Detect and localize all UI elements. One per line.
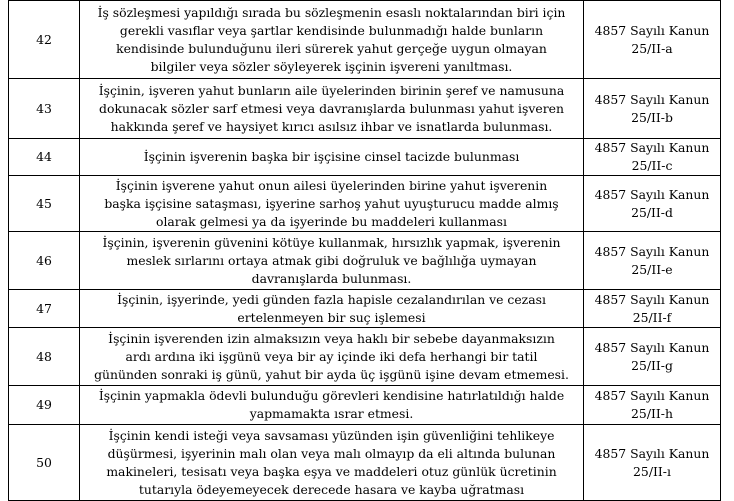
description-line: bilgiler veya sözler söyleyerek işçinin işvereni yanıltması. — [150, 58, 513, 74]
row-description — [80, 386, 584, 425]
law-name: 4857 Sayılı Kanun — [594, 388, 710, 403]
row-description — [80, 139, 584, 176]
law-article: 25/II-c — [631, 158, 673, 173]
row-description — [80, 79, 584, 139]
law-article: 25/II-b — [631, 109, 673, 125]
law-name: 4857 Sayılı Kanun — [594, 22, 710, 38]
row-law-reference — [584, 79, 721, 139]
law-article: 25/II-g — [631, 357, 673, 373]
table-row — [9, 79, 721, 139]
row-number: 48 — [9, 328, 80, 386]
description-line: gerekli vasıflar veya şartlar kendisinde bulunmadığı halde bunların — [119, 22, 544, 38]
description-line: olarak gelmesi ya da işyerinde bu maddeleri kullanması — [156, 213, 507, 229]
law-article: 25/II-d — [631, 204, 673, 220]
description-line: İşçinin işverene yahut onun ailesi üyelerinden birine yahut işverenin — [115, 177, 548, 193]
table-row — [9, 425, 721, 501]
description-line: hakkında şeref ve haysiyet kırıcı asılsız ihbar ve isnatlarda bulunması. — [110, 118, 553, 134]
row-description — [80, 290, 584, 328]
row-number: 49 — [9, 386, 80, 425]
description-line: düşürmesi, işyerinin malı olan veya malı olmayıp da eli altında bulunan — [107, 445, 556, 461]
description-line: İşçinin işverenin başka bir işçisine cinsel tacizde bulunması — [143, 149, 520, 164]
row-law-reference — [584, 386, 721, 425]
row-number: 47 — [9, 290, 80, 328]
row-description — [80, 328, 584, 386]
row-law-reference — [584, 425, 721, 501]
description-line: ertelenmeyen bir suç işlemesi — [237, 309, 426, 325]
description-line: İşçinin kendi isteği veya savsaması yüzünden işin güvenliğini tehlikeye — [108, 427, 555, 443]
law-name: 4857 Sayılı Kanun — [594, 243, 710, 259]
law-name: 4857 Sayılı Kanun — [594, 339, 710, 355]
row-description — [80, 232, 584, 290]
row-number: 43 — [9, 79, 80, 139]
description-line: İşçinin, işverenin güvenini kötüye kullanmak, hırsızlık yapmak, işverenin — [102, 234, 561, 250]
law-name: 4857 Sayılı Kanun — [594, 91, 710, 107]
table-row — [9, 328, 721, 386]
row-law-reference — [584, 232, 721, 290]
row-law-reference — [584, 139, 721, 176]
table-row — [9, 139, 721, 176]
row-number: 45 — [9, 176, 80, 232]
description-line: tutarıyla ödeyemeyecek derecede hasara ve kayba uğratması — [138, 481, 525, 497]
table-row — [9, 232, 721, 290]
law-article: 25/II-a — [631, 40, 673, 56]
law-article: 25/II-h — [631, 406, 673, 421]
description-line: ardı ardına iki işgünü veya bir ay içinde iki defa herhangi bir tatil — [125, 348, 538, 364]
description-line: gününden sonraki iş günü, yahut bir ayda üç işgünü işine devam etmemesi. — [94, 366, 569, 382]
law-article: 25/II-f — [632, 309, 672, 325]
row-law-reference — [584, 290, 721, 328]
row-number: 44 — [9, 139, 80, 176]
row-description — [80, 425, 584, 501]
row-law-reference — [584, 328, 721, 386]
law-article: 25/II-ı — [633, 463, 671, 479]
row-description — [80, 1, 584, 79]
description-line: İşçinin yapmakla ödevli bulunduğu görevleri kendisine hatırlatıldığı halde — [98, 388, 565, 403]
table-row — [9, 290, 721, 328]
description-line: yapmamakta ısrar etmesi. — [249, 406, 414, 421]
description-line: dokunacak sözler sarf etmesi veya davranışlarda bulunması yahut işveren — [99, 100, 564, 116]
law-name: 4857 Sayılı Kanun — [594, 445, 710, 461]
description-line: meslek sırlarını ortaya atmak gibi doğruluk ve bağlılığa uymayan — [126, 252, 537, 268]
description-line: İşçinin, işyerinde, yedi günden fazla hapisle cezalandırılan ve cezası — [117, 291, 546, 307]
law-name: 4857 Sayılı Kanun — [594, 140, 710, 155]
description-line: kendisinde bulunduğunu ileri sürerek yahut gerçeğe uygun olmayan — [116, 40, 547, 56]
table-row — [9, 176, 721, 232]
description-line: İşçinin işverenden izin almaksızın veya haklı bir sebebe dayanmaksızın — [108, 330, 555, 346]
row-law-reference — [584, 1, 721, 79]
termination-grounds-table — [8, 0, 721, 501]
table-row — [9, 1, 721, 79]
law-name: 4857 Sayılı Kanun — [594, 186, 710, 202]
law-article: 25/II-e — [631, 261, 673, 277]
row-number: 50 — [9, 425, 80, 501]
row-law-reference — [584, 176, 721, 232]
description-line: başka işçisine sataşması, işyerine sarhoş yahut uyuşturucu madde almış — [104, 195, 559, 211]
description-line: davranışlarda bulunması. — [251, 270, 412, 286]
row-description — [80, 176, 584, 232]
description-line: İşçinin, işveren yahut bunların aile üyelerinden birinin şeref ve namusuna — [98, 82, 565, 98]
row-number: 46 — [9, 232, 80, 290]
description-line: İş sözleşmesi yapıldığı sırada bu sözleşmenin esaslı noktalarından biri için — [97, 4, 566, 20]
table-row — [9, 386, 721, 425]
law-name: 4857 Sayılı Kanun — [594, 291, 710, 307]
row-number: 42 — [9, 1, 80, 79]
description-line: makineleri, tesisatı veya başka eşya ve maddeleri otuz günlük ücretinin — [106, 463, 557, 479]
